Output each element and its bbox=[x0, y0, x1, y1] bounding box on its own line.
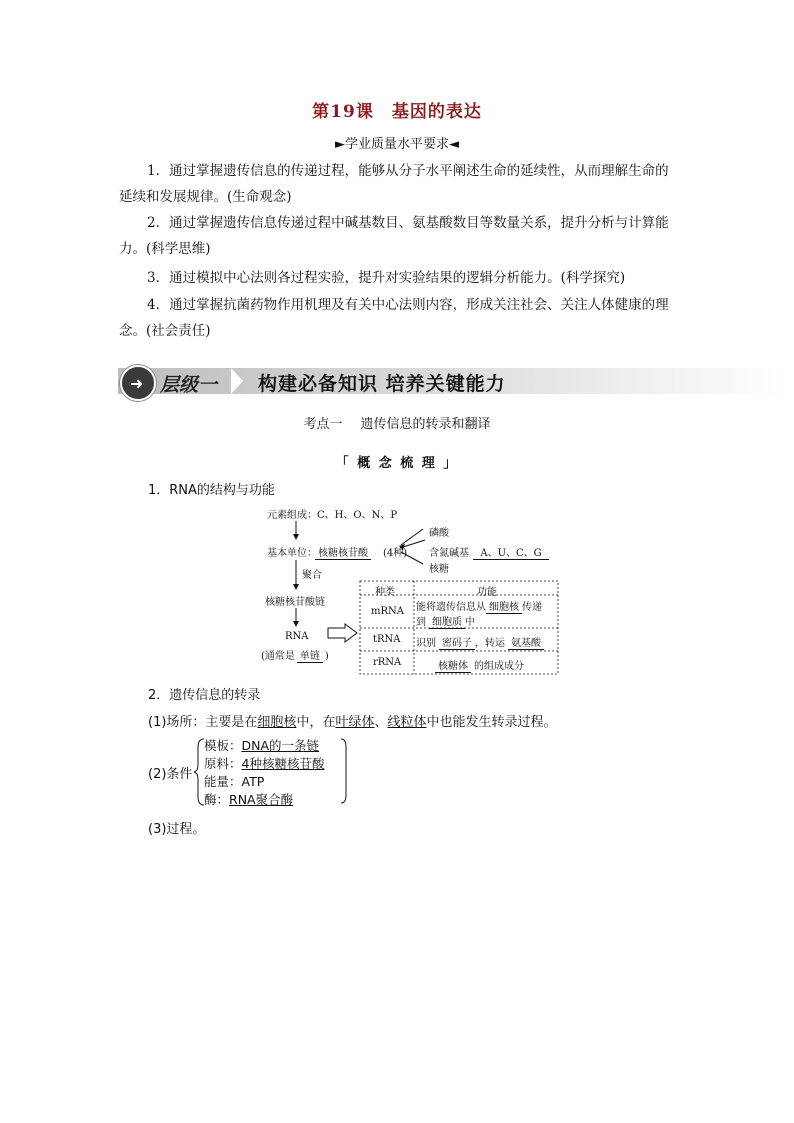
rna-note: (通常是 单链 ) bbox=[261, 647, 329, 663]
requirement-4: 4．通过掌握抗菌药物作用机理及有关中心法则内容，形成关注社会、关注人体健康的理念。(社会责任) bbox=[119, 297, 669, 339]
topic-heading bbox=[0, 413, 794, 432]
hollow-arrow-right-icon bbox=[328, 624, 357, 642]
condition-material: 原料：4种核糖核苷酸 bbox=[204, 756, 325, 771]
transcription-site: (1)场所：主要是在细胞核中，在叶绿体、线粒体中也能发生转录过程。 bbox=[148, 715, 557, 730]
mrna-kind: mRNA bbox=[371, 606, 404, 617]
ribose-text: 核糖 bbox=[429, 564, 449, 575]
topic-label: 考点一 bbox=[303, 417, 343, 432]
banner-title: 构建必备知识 培养关键能力 bbox=[258, 373, 506, 395]
right-brace-icon bbox=[341, 739, 346, 803]
section-rna-structure: 1．RNA的结构与功能 bbox=[148, 483, 275, 498]
section-transcription: 2．遗传信息的转录 bbox=[148, 688, 261, 703]
transcription-conditions bbox=[148, 737, 368, 807]
conditions-label: (2)条件 bbox=[148, 767, 193, 782]
concept-review-heading: 「 概 念 梳 理 」 bbox=[335, 456, 459, 471]
banner-level-label: 层级一 bbox=[160, 374, 218, 396]
requirement-2: 2．通过掌握遗传信息传递过程中碱基数目、氨基酸数目等数量关系，提升分析与计算能力。(科学思维) bbox=[119, 215, 669, 257]
mrna-function-line1: 能将遗传信息从 细胞核 传递 bbox=[416, 598, 542, 614]
rrna-function: 核糖体 的组成成分 bbox=[435, 657, 524, 673]
quality-requirements-heading: ►学业质量水平要求◄ bbox=[335, 137, 459, 152]
rna-concept-diagram bbox=[255, 500, 565, 680]
mrna-function-line2: 到 细胞质 中 bbox=[416, 613, 475, 629]
polymerize-text: 聚合 bbox=[302, 570, 322, 581]
arrow-down-icon bbox=[293, 534, 299, 540]
topic-name: 遗传信息的转录和翻译 bbox=[360, 417, 491, 432]
requirement-3: 3．通过模拟中心法则各过程实验，提升对实验结果的逻辑分析能力。(科学探究) bbox=[147, 270, 626, 286]
condition-template: 模板：DNA的一条链 bbox=[204, 738, 320, 753]
four-kinds-text: (4种) bbox=[383, 548, 408, 559]
arrow-down-icon bbox=[293, 621, 299, 627]
rrna-kind: rRNA bbox=[373, 657, 402, 668]
banner-arrow-icon: ➜ bbox=[120, 365, 156, 401]
transcription-process: (3)过程。 bbox=[148, 822, 206, 837]
basic-unit-value: 核糖核苷酸 bbox=[315, 544, 371, 560]
trna-function: 识别 密码子 ，转运 氨基酸 bbox=[416, 634, 544, 650]
trna-kind: tRNA bbox=[373, 634, 401, 645]
condition-energy: 能量：ATP bbox=[204, 774, 265, 789]
arrow-down-icon bbox=[293, 584, 299, 590]
condition-enzyme: 酶：RNA聚合酶 bbox=[204, 792, 294, 807]
chain-text: 核糖核苷酸链 bbox=[265, 597, 325, 608]
left-brace-icon bbox=[194, 739, 204, 805]
page-title: 第19课 基因的表达 bbox=[312, 102, 482, 122]
table-header-kind: 种类 bbox=[375, 587, 395, 598]
rna-text: RNA bbox=[285, 631, 309, 642]
phosphate-text: 磷酸 bbox=[429, 528, 449, 539]
base-label: 含氮碱基 bbox=[429, 548, 469, 559]
section-banner bbox=[118, 365, 788, 397]
elements-text: 元素组成：C、H、O、N、P bbox=[267, 510, 398, 521]
basic-unit-label: 基本单位： bbox=[267, 548, 317, 559]
base-value: A、U、C、G bbox=[473, 544, 549, 560]
chevron-right-icon bbox=[231, 368, 243, 394]
requirement-1: 1．通过掌握遗传信息的传递过程，能够从分子水平阐述生命的延续性，从而理解生命的延续和发展规律。(生命观念) bbox=[119, 163, 669, 205]
table-header-function: 功能 bbox=[477, 587, 497, 598]
